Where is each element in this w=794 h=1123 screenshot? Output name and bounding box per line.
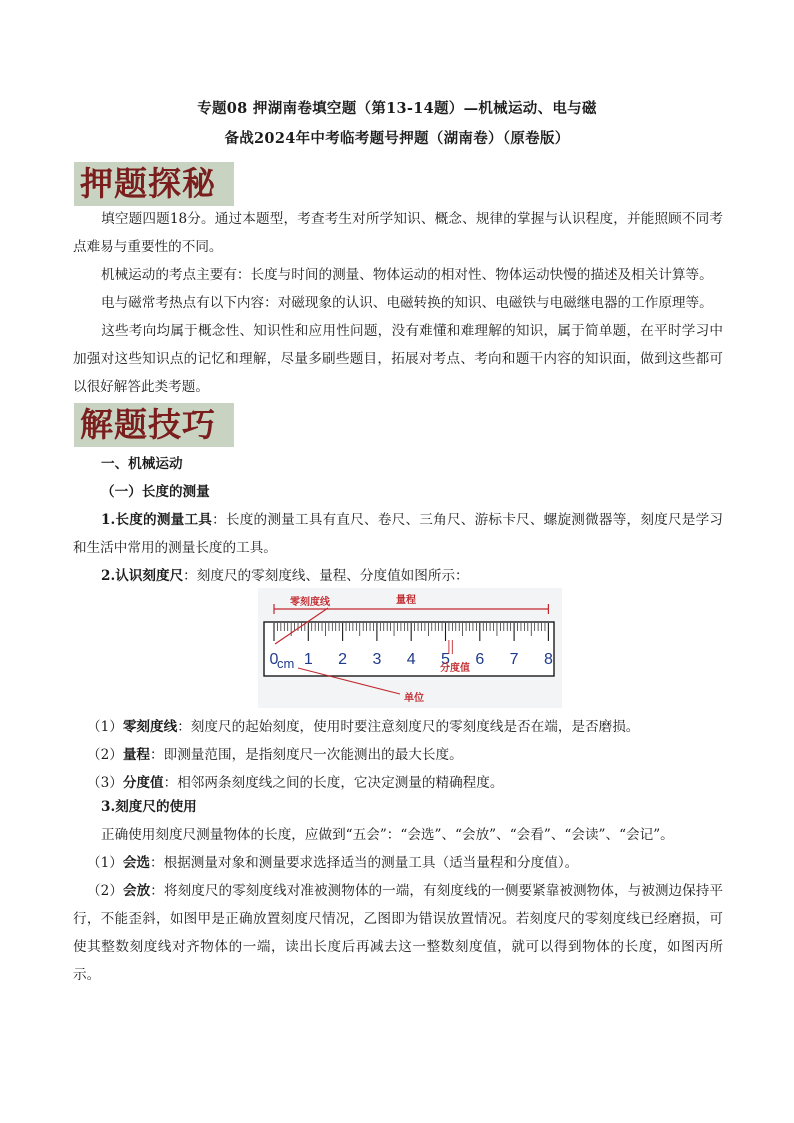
- subitem-division: （3）分度值：相邻两条刻度线之间的长度，它决定测量的精确程度。: [87, 775, 504, 791]
- document-title-line1: 专题08 押湖南卷填空题（第13-14题）—机械运动、电与磁: [197, 100, 597, 117]
- ruler-numbers: [270, 651, 553, 668]
- subitem-place: （2）会放：将刻度尺的零刻度线对准被测物体的一端，有刻度线的一侧要紧靠被测物体，与被测边保持平行，不能歪斜，如图甲是正确放置刻度尺情况，乙图即为错误放置情况。若刻度尺的零刻度线已经磨损，可使其整数刻度线对齐物体的一端，读出长度后再减去这一整数刻度值，就可以得到物体的长度，如图丙所示。: [73, 883, 724, 983]
- label-division-value: 分度值: [440, 663, 470, 674]
- label-unit: 单位: [404, 693, 424, 704]
- ruler-number: 5: [441, 651, 450, 668]
- paragraph-five-skills: 正确使用刻度尺测量物体的长度，应做到“五会”：“会选”、“会放”、“会看”、“会读”、“会记”。: [101, 827, 674, 843]
- ruler-number: 6: [475, 651, 485, 668]
- ruler-illustration: [258, 588, 562, 708]
- subitem-choose: （1）会选：根据测量对象和测量要求选择适当的测量工具（适当量程和分度值）。: [87, 855, 579, 871]
- intro-paragraph-1: 填空题四题18分。通过本题型，考查考生对所学知识、概念、规律的掌握与认识程度，并能照顾不同考点难易与重要性的不同。: [73, 211, 723, 255]
- item-know-ruler: 2.认识刻度尺：刻度尺的零刻度线、量程、分度值如图所示：: [101, 568, 469, 584]
- heading-length-measurement: （一）长度的测量: [101, 484, 210, 500]
- ruler-figure: [258, 588, 562, 708]
- intro-paragraph-2: 机械运动的考点主要有：长度与时间的测量、物体运动的相对性、物体运动快慢的描述及相关计算等。: [101, 267, 713, 283]
- ruler-unit-cm: cm: [277, 656, 295, 671]
- ruler-number: 3: [372, 651, 382, 668]
- section-banner-prediction: 押题探秘: [74, 162, 234, 206]
- item-measuring-tools: 1.长度的测量工具：长度的测量工具有直尺、卷尺、三角尺、游标卡尺、螺旋测微器等，刻度尺是学习和生活中常用的测量长度的工具。: [73, 512, 723, 556]
- label-zero-line: 零刻度线: [290, 597, 330, 608]
- ruler-number: 7: [509, 651, 519, 668]
- item-ruler-usage: 3.刻度尺的使用: [101, 799, 197, 815]
- ruler-number: 4: [406, 651, 416, 668]
- ruler-number: 1: [303, 651, 313, 668]
- label-range: 量程: [396, 595, 416, 606]
- intro-paragraph-4: 这些考向均属于概念性、知识性和应用性问题，没有难懂和难理解的知识，属于简单题，在平时学习中加强对这些知识点的记忆和理解，尽量多刷些题目，拓展对考点、考向和题干内容的知识面，做到这些都可以很好解答此类考题。: [73, 323, 723, 395]
- ruler-number: 0: [269, 651, 279, 668]
- section-banner-techniques: 解题技巧: [74, 403, 234, 447]
- document-title-line2: 备战2024年中考临考题号押题（湖南卷）（原卷版）: [224, 130, 570, 147]
- ruler-number: 8: [543, 651, 553, 668]
- heading-mechanical-motion: 一、机械运动: [101, 456, 183, 472]
- subitem-zero-line: （1）零刻度线：刻度尺的起始刻度，使用时要注意刻度尺的零刻度线是否在端，是否磨损。: [87, 719, 640, 735]
- ruler-number: 2: [338, 651, 348, 668]
- subitem-range: （2）量程：即测量范围，是指刻度尺一次能测出的最大长度。: [87, 747, 463, 763]
- intro-paragraph-3: 电与磁常考热点有以下内容：对磁现象的认识、电磁转换的知识、电磁铁与电磁继电器的工作原理等。: [101, 295, 713, 311]
